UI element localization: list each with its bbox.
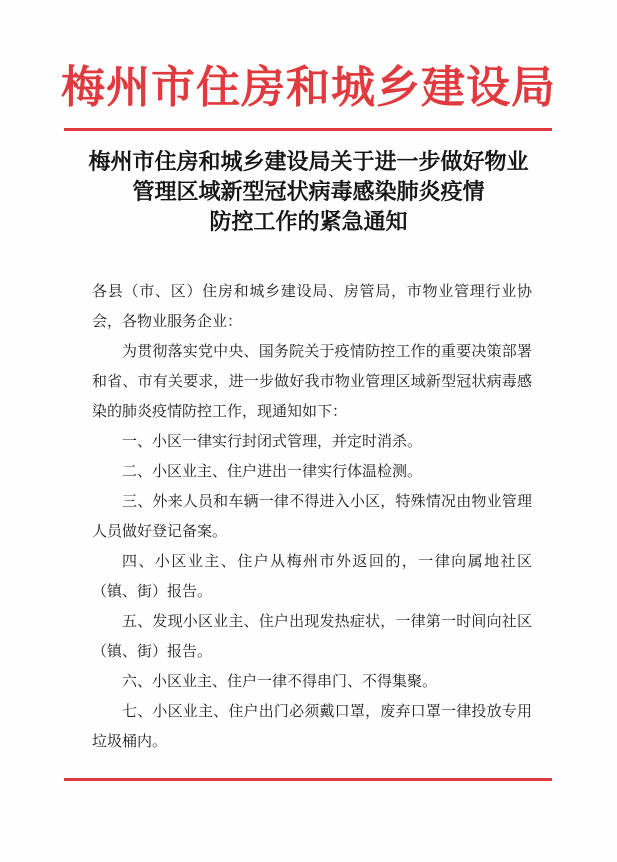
notice-item: 四、小区业主、住户从梅州市外返回的，一律向属地社区（镇、街）报告。	[92, 552, 532, 600]
red-divider-top	[64, 128, 552, 131]
title-line: 防控工作的紧急通知	[209, 210, 408, 235]
intro-paragraph: 为贯彻落实党中央、国务院关于疫情防控工作的重要决策部署和省、市有关要求，进一步做好我市物业管理区域新型冠状病毒感染的肺炎疫情防控工作，现通知如下：	[92, 342, 532, 420]
notice-item: 七、小区业主、住户出门必须戴口罩，废弃口罩一律投放专用垃圾桶内。	[92, 702, 532, 750]
salutation: 各县（市、区）住房和城乡建设局、房管局，市物业管理行业协会，各物业服务企业：	[92, 282, 532, 330]
title-line: 管理区域新型冠状病毒感染肺炎疫情	[132, 180, 485, 205]
notice-item: 一、小区一律实行封闭式管理，并定时消杀。	[122, 432, 423, 450]
notice-item: 三、外来人员和车辆一律不得进入小区，特殊情况由物业管理人员做好登记备案。	[92, 492, 532, 540]
notice-item: 六、小区业主、住户一律不得串门、不得集聚。	[122, 672, 438, 690]
notice-item: 五、发现小区业主、住户出现发热症状，一律第一时间向社区（镇、街）报告。	[92, 612, 532, 660]
issuer-masthead: 梅州市住房和城乡建设局	[61, 62, 556, 113]
notice-item: 二、小区业主、住户进出一律实行体温检测。	[122, 462, 423, 480]
title-line: 梅州市住房和城乡建设局关于进一步做好物业	[88, 150, 529, 175]
red-divider-bottom	[64, 778, 552, 781]
notice-title	[60, 148, 557, 238]
notice-body	[92, 276, 532, 756]
